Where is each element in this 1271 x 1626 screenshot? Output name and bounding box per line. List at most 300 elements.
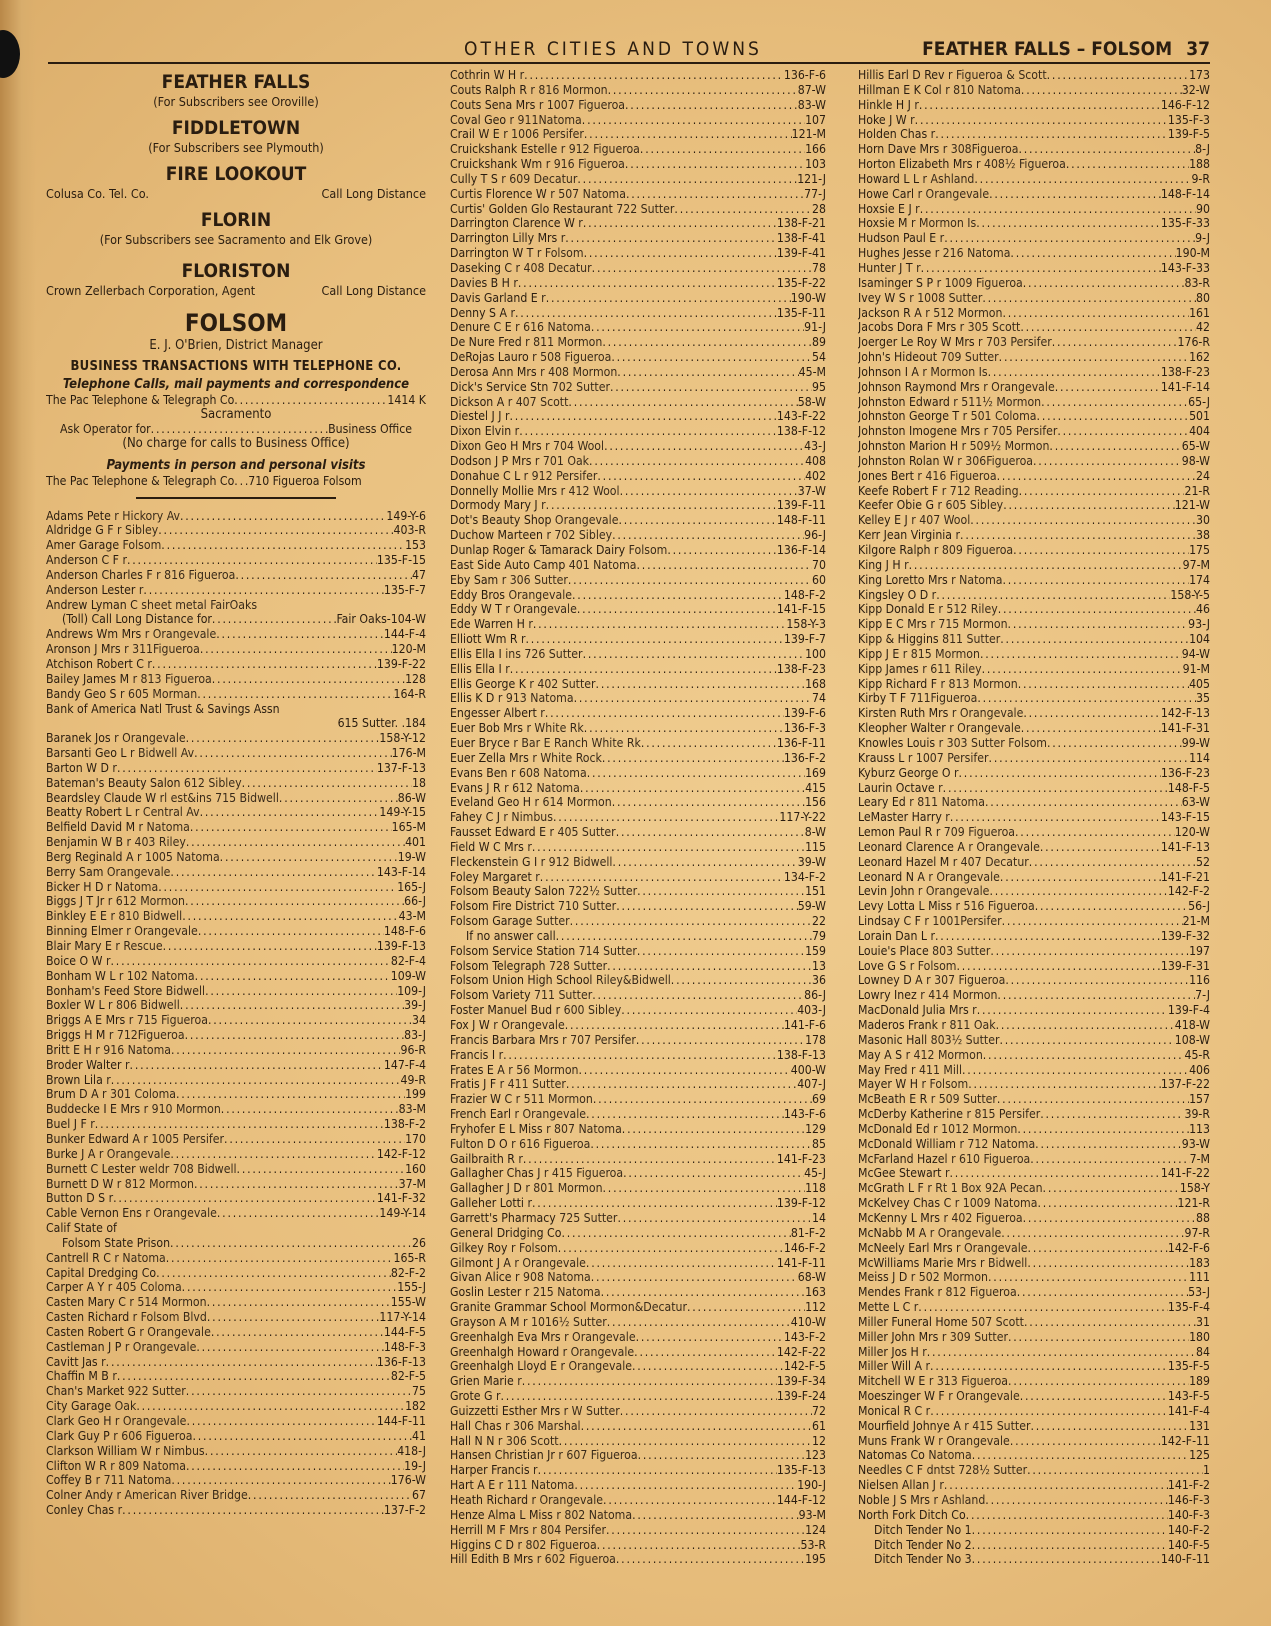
leader-dots: [590, 1137, 812, 1152]
listing-phone: 139-F-31: [1160, 958, 1210, 973]
listing-phone: 28: [812, 201, 826, 216]
leader-dots: [1017, 1122, 1189, 1137]
listing-address: r Rt 1 Box 92A Pecan: [923, 1181, 1043, 1196]
listing-phone: 148-F-3: [383, 1339, 426, 1354]
listing-phone: 42: [1196, 320, 1210, 335]
leader-dots: [207, 1310, 380, 1325]
listing-entry: [858, 602, 1210, 617]
listing-name: Barsanti Geo L: [46, 746, 127, 761]
listing-address: r Orangevale: [964, 839, 1040, 854]
leader-dots: [985, 795, 1182, 810]
listing-entry: [858, 810, 1210, 825]
listing-address: r 801 Mormon: [521, 1181, 603, 1196]
listing-address: r: [941, 810, 950, 825]
listing-address: r 511½ Mormon: [949, 394, 1042, 409]
leader-dots: [626, 187, 804, 202]
listing-name: Fausset Edward E: [450, 825, 547, 840]
listing-phone: 129: [805, 1121, 826, 1136]
listing-name: Francis I: [450, 1047, 496, 1062]
leader-dots: [623, 1166, 804, 1181]
listing-phone: 60: [812, 572, 826, 587]
listing-phone: 139-F-22: [376, 656, 426, 671]
listing-address: r 509 Sutter: [927, 1092, 997, 1107]
listing-phone: 13: [812, 958, 826, 973]
leader-dots: [637, 558, 813, 573]
listing-name: Adams Pete: [46, 508, 111, 523]
listing-name: Dixon Geo H Mrs: [450, 439, 542, 454]
listing-phone: 82-F-2: [390, 1265, 426, 1280]
listing-name: Capital Dredging Co: [46, 1265, 157, 1280]
listing-phone: 163: [805, 1285, 826, 1300]
listing-address: r 1005 Natoma: [133, 849, 220, 864]
listing-name: Kelley E J: [858, 513, 908, 528]
listing-name: Lowry Inez: [858, 988, 917, 1003]
listing-name: Grayson A M: [450, 1314, 520, 1329]
listing-name: McDerby Katherine: [858, 1107, 964, 1122]
leader-dots: [959, 766, 1161, 781]
listing-address: r 812 Mormon: [113, 1176, 194, 1191]
listing-entry: [450, 157, 826, 172]
listing-address: 702 Sutter: [548, 379, 610, 394]
leader-dots: [671, 973, 812, 988]
listing-phone: 146-F-3: [1167, 1493, 1210, 1507]
listing-phone: 93-M: [798, 1507, 826, 1522]
listing-phone: 157: [1189, 1092, 1210, 1107]
leader-dots: [1033, 454, 1182, 469]
listing-entry: [46, 880, 426, 895]
office-city: Sacramento: [200, 406, 272, 422]
listing-entry: [858, 1493, 1210, 1508]
listing-name: Louie's Place: [858, 943, 929, 958]
listing-phone: 176-M: [391, 746, 426, 761]
leader-dots: [612, 528, 804, 543]
leader-dots: [930, 1404, 1168, 1419]
listing-phone: 141-F-14: [1160, 379, 1210, 394]
listing-name: Folsom Fire District: [450, 899, 555, 914]
listing-entry: [450, 1463, 826, 1478]
listing-entry: [858, 528, 1210, 543]
listing-phone: 144-F-5: [383, 1324, 426, 1339]
listing-phone: 79: [812, 928, 826, 943]
listing-entry: [858, 1063, 1210, 1078]
listing-phone: 43-J: [804, 439, 826, 454]
leader-dots: [540, 870, 784, 885]
listing-phone: 98-W: [1181, 453, 1210, 468]
listing-phone: 136-F-2: [783, 750, 826, 765]
listing-phone: 75: [412, 1384, 426, 1399]
listing-entry: [858, 884, 1210, 899]
listing-address: r Orangevale: [979, 379, 1055, 394]
leader-dots: [607, 1315, 791, 1330]
listing-phone: 135-F-4: [1167, 1300, 1210, 1315]
listing-entry: [450, 202, 826, 217]
leader-dots: [158, 880, 397, 895]
leader-dots: [556, 929, 812, 944]
listing-phone: 136-F-13: [376, 1354, 426, 1369]
listing-phone: 146-F-12: [1160, 97, 1210, 112]
listing-address: r 610 Figueroa: [947, 1151, 1031, 1166]
listing-name: Kipp James: [858, 661, 919, 676]
listing-phone: 113: [1189, 1121, 1210, 1136]
listing-name: Hoke J W: [858, 112, 907, 127]
listing-entry: [858, 98, 1210, 113]
listing-entry: [450, 1256, 826, 1271]
listing-entry: [450, 543, 826, 558]
leader-dots: [970, 513, 1196, 528]
listing-entry: [858, 350, 1210, 365]
leader-dots: [616, 825, 805, 840]
listing-entry: [46, 1488, 426, 1503]
listing-entry: [450, 380, 826, 395]
listing-phone: 138-F-21: [776, 216, 826, 231]
listing-address: r 810 Natoma: [941, 82, 1021, 97]
leader-dots: [182, 909, 398, 924]
listing-entry: [46, 939, 426, 954]
leader-dots: [1055, 380, 1161, 395]
leader-dots: [1008, 1330, 1189, 1345]
listing-name: Donnelly Mollie Mrs: [450, 483, 558, 498]
town-folsom: FOLSOM: [184, 309, 288, 337]
listing-address: 722½ Sutter: [564, 884, 638, 899]
listing-entry: [46, 1058, 426, 1073]
listing-address: r 712Figueroa: [105, 1028, 185, 1043]
leader-dots: [1047, 736, 1182, 751]
listing-address: r 501 Coloma: [959, 409, 1037, 424]
section-title: OTHER CITIES AND TOWNS: [464, 38, 762, 60]
listing-name: Aldridge G F: [46, 523, 114, 538]
leader-dots: [988, 365, 1161, 380]
listing-address: 612 Sibley: [180, 775, 242, 790]
listing-name: Hoxsie E J: [858, 201, 912, 216]
listing-name: Henze Alma L Miss: [450, 1507, 553, 1522]
listing-phone: 183: [1189, 1255, 1210, 1270]
leader-dots: [584, 246, 777, 261]
listing-name: Casten Mary C: [46, 1295, 126, 1310]
leader-dots: [667, 543, 777, 558]
listing-phone: 615 Sutter. .184: [337, 716, 426, 731]
leader-dots: [936, 588, 1170, 603]
listing-name: Fahey C J: [450, 810, 500, 825]
listing-phone: 190-W: [790, 290, 826, 305]
leader-dots: [591, 320, 804, 335]
listing-entry: [858, 721, 1210, 736]
leader-dots: [279, 791, 398, 806]
listing-name: Dick's Service Stn: [450, 379, 549, 394]
listing-name: Mourfield Johnye A: [858, 1418, 961, 1433]
leader-dots: [611, 350, 812, 365]
listing-entry: [450, 825, 826, 840]
listing-entry: [858, 291, 1210, 306]
listing-entry: [450, 83, 826, 98]
listing-entry: [450, 1448, 826, 1463]
leader-dots: [170, 1236, 412, 1251]
listing-phone: 159: [805, 943, 826, 958]
listing-name: Davies B H: [450, 275, 510, 290]
listing-address: r 916 Figueroa: [542, 157, 625, 172]
leader-dots: [597, 1538, 801, 1553]
listing-address: r Orangevale: [952, 1240, 1028, 1255]
listing-phone: 112: [805, 1300, 826, 1315]
listing-name: Mette L C: [858, 1300, 911, 1315]
listing-address: r 308Figueroa: [939, 142, 1019, 157]
listing-entry: [858, 588, 1210, 603]
divider: [136, 497, 336, 499]
listing-address: 803 Sutter: [928, 943, 991, 958]
listing-address: r: [492, 1389, 501, 1404]
leader-dots: [674, 202, 812, 217]
listing-phone: 143-F-22: [776, 409, 826, 424]
leader-dots: [583, 216, 777, 231]
leader-dots: [1024, 1315, 1196, 1330]
listing-address: r 600 Sibley: [552, 1003, 622, 1018]
listing-address: r 711 Natoma: [92, 1473, 172, 1488]
leader-dots: [935, 929, 1161, 944]
listing-phone: 89: [812, 335, 826, 350]
business-heading: BUSINESS TRANSACTIONS WITH TELEPHONE CO.: [70, 359, 402, 374]
listing-address: r 609 Decatur: [497, 171, 578, 186]
office-listing: The Pac Telephone & Telegraph Co ..... 1414 K: [46, 393, 426, 408]
listing-entry: [858, 647, 1210, 662]
listing-address: r: [950, 765, 959, 780]
listing-address: r 408 Mormon: [536, 364, 618, 379]
listing-entry: [450, 944, 826, 959]
listing-name: Joerger Le Roy W Mrs: [858, 335, 975, 350]
listing-address: r 303 Sutter Folsom: [935, 735, 1047, 750]
listing-address: r Orangevale: [141, 627, 217, 642]
listing-name: Clarkson William W: [46, 1443, 152, 1458]
listing-address: r: [97, 1354, 106, 1369]
listing-entry: [46, 1429, 426, 1444]
leader-dots: [510, 662, 777, 677]
listing-entry: [858, 1345, 1210, 1360]
listing-entry: [46, 1177, 426, 1192]
listing-entry: [858, 617, 1210, 632]
listing-name: Maderos Frank: [858, 1018, 938, 1032]
listing-name: Gallagher J D: [450, 1181, 522, 1196]
listing-address: sheet metal FairOaks: [137, 597, 258, 612]
listing-address: r Rescue: [111, 939, 163, 953]
listing-name: Ellis Ella I: [450, 646, 502, 661]
listing-name: Eveland Geo H: [450, 795, 532, 810]
listing-phone: 88: [1196, 1210, 1210, 1225]
listing-entry: [450, 1048, 826, 1063]
listing-phone: 180: [1189, 1329, 1210, 1344]
listing-address: r 414 Mormon: [916, 988, 998, 1003]
calls-heading: Telephone Calls, mail payments and correspondence: [62, 377, 410, 392]
listing-phone: 135-F-13: [776, 1463, 826, 1478]
listing-name: Folsom Service Station: [450, 943, 576, 958]
listing-address: r: [108, 760, 117, 775]
listing-name: Guizzetti Esther Mrs: [450, 1403, 561, 1418]
town-note: (For Subscribers see Sacramento and Elk Grove): [99, 232, 373, 247]
listing-name: Garrett's Pharmacy: [450, 1210, 556, 1225]
listing-phone: 176-W: [390, 1473, 426, 1488]
leader-dots: [1066, 157, 1189, 172]
leader-dots: [190, 820, 392, 835]
leader-dots: [1023, 706, 1161, 721]
leader-dots: [1020, 1389, 1168, 1404]
listing-phone: 141-F-4: [1167, 1403, 1210, 1418]
listing-entry: [450, 1122, 826, 1137]
listing-address: r 806 Bidwell: [104, 998, 180, 1013]
listing-entry: [46, 568, 426, 583]
listing-address: r 813 Figueroa: [129, 671, 212, 686]
listing-entry: [450, 261, 826, 276]
listing-phone: 139-F-41: [776, 246, 826, 261]
listing-address: r 607 Figueroa: [554, 1448, 638, 1463]
listing-address: 811 Sutter: [938, 632, 1001, 647]
listing-entry: [858, 1300, 1210, 1315]
leader-dots: [977, 1003, 1168, 1018]
listing-name: Lowney D A: [858, 973, 923, 988]
listing-entry: [858, 795, 1210, 810]
listing-phone: 140-F-3: [1167, 1507, 1210, 1522]
listing-address: Mormon&Decatur: [586, 1300, 687, 1315]
listing-name: Evans Ben: [450, 765, 508, 780]
listing-entry: [46, 1444, 426, 1459]
listing-entry: [858, 1330, 1210, 1345]
leader-dots: [212, 612, 337, 627]
listing-name: Cothrin W H: [450, 68, 517, 82]
leader-dots: [1010, 246, 1175, 261]
listing-address: r Orangevale: [511, 1107, 586, 1122]
leader-dots: [634, 1345, 777, 1360]
listing-entry: [858, 1003, 1210, 1018]
leader-dots: [207, 1295, 391, 1310]
listing-address: r 402 Sutter: [525, 676, 596, 691]
listing-address: r 1005 Persifer: [139, 1131, 225, 1146]
listing-phone: 138-F-2: [383, 1117, 426, 1132]
listing-address: Bidwell: [162, 983, 206, 998]
listing-name: Goslin Lester: [450, 1285, 522, 1300]
leader-dots: [1027, 1463, 1203, 1478]
listing-phone: 139-F-32: [1160, 928, 1210, 943]
listing-entry: [450, 899, 826, 914]
listing-name: May A S: [858, 1047, 903, 1062]
listing-entry: [46, 909, 426, 924]
leader-dots: [580, 781, 805, 796]
listing-entry: [450, 1538, 826, 1553]
listing-address: r 602 Figueroa: [533, 1552, 616, 1567]
leader-dots: [1028, 1241, 1168, 1256]
listing-address: r 611 Riley: [918, 661, 982, 676]
listing-name: Button D S: [46, 1191, 106, 1206]
listing-phone: 138-F-23: [1160, 364, 1210, 379]
listing-phone: 104: [1189, 632, 1210, 647]
listing-name: Gallagher Chas J: [450, 1166, 541, 1181]
leader-dots: [997, 469, 1196, 484]
leader-dots: [1040, 840, 1161, 855]
leader-dots: [636, 1330, 784, 1345]
leader-dots: [640, 142, 805, 157]
leader-dots: [980, 647, 1182, 662]
listing-phone: 164-R: [393, 686, 426, 701]
listing-name: Conley Chas: [46, 1503, 115, 1518]
listing-name: Eddy W T: [450, 602, 502, 617]
listing-phone: 139-F-7: [783, 632, 826, 647]
listing-name: Krauss L: [858, 750, 905, 765]
listing-address: weldr 708 Bidwell: [135, 1161, 237, 1176]
leader-dots: [1003, 498, 1175, 513]
leader-dots: [592, 988, 804, 1003]
listing-name: Ede Warren H: [450, 617, 525, 632]
leader-dots: [113, 1191, 377, 1206]
listing-phone: 97-R: [1184, 1225, 1210, 1240]
listing-phone: 190-J: [797, 1478, 826, 1493]
listing-name: King Loretto Mrs: [858, 572, 948, 587]
leader-dots: [596, 677, 806, 692]
leader-dots: [111, 1073, 401, 1088]
listing-name: Boxler W L: [46, 998, 105, 1013]
listing-address: r Hickory Av: [110, 508, 180, 523]
listing-entry: [858, 202, 1210, 217]
listing-entry: [450, 706, 826, 721]
listing-name: Jones Bert: [858, 468, 914, 483]
listing-name: Cable Vernon Ens: [46, 1206, 142, 1221]
listing-address: r 715 Mormon: [926, 617, 1008, 632]
listing-address: r: [524, 617, 533, 632]
listing-address: r 405 Sutter: [546, 825, 616, 840]
leader-dots: [1043, 1181, 1180, 1196]
listing-entry: [450, 781, 826, 796]
listing-phone: 95: [812, 379, 826, 394]
listing-phone: 63-W: [1181, 795, 1210, 810]
listing-address: r Orangevale: [934, 1433, 1010, 1448]
listing-address: Sutter: [532, 914, 570, 929]
listing-entry: [450, 528, 826, 543]
listing-address: r Orangevale: [510, 1255, 586, 1270]
listing-name: Castleman J P: [46, 1339, 122, 1354]
listing-address: dntst 728½ Sutter: [923, 1463, 1028, 1478]
listing-entry: [46, 1147, 426, 1162]
listing-entry: [450, 469, 826, 484]
listing-address: r 912 Figueroa: [557, 142, 640, 157]
listing-address: r 815 Persifer: [963, 1107, 1041, 1122]
listing-phone: 142-F-12: [376, 1146, 426, 1161]
listing-name: Broder Walter: [46, 1057, 122, 1072]
listing-name: Mendes Frank: [858, 1285, 935, 1300]
listing-entry: [46, 954, 426, 969]
listing-name: Euer Bryce: [450, 735, 510, 750]
listing-address: r: [102, 953, 111, 968]
listing-address: r 407 Scott: [504, 394, 569, 409]
listing-address: r Orangevale: [948, 706, 1024, 721]
leader-dots: [117, 761, 377, 776]
listing-name: Gilmont J A: [450, 1255, 511, 1270]
leader-dots: [989, 751, 1190, 766]
leader-dots: [960, 528, 1196, 543]
listing-phone: 118: [805, 1181, 826, 1196]
listing-name: Givan Alice: [450, 1270, 512, 1285]
leader-dots: [1030, 1152, 1189, 1167]
listing-entry: [858, 1137, 1210, 1152]
listing-entry: [450, 172, 826, 187]
listing-phone: 135-F-3: [1167, 112, 1210, 127]
listing-phone: 83-M: [398, 1102, 426, 1117]
listing-phone: 108-W: [1174, 1032, 1210, 1047]
listing-entry: [46, 1236, 426, 1251]
listing-address: r 514 Mormon: [125, 1295, 207, 1310]
leader-dots: [1015, 825, 1175, 840]
listing-phone: 45-M: [798, 364, 826, 379]
listing-name: Anderson Charles F: [46, 567, 153, 582]
page-number: 37: [1186, 38, 1210, 60]
listing-entry: [46, 1310, 426, 1325]
listing-name: Levin John: [858, 884, 915, 899]
listing-phone: 83-W: [797, 97, 826, 112]
listing-address: r: [523, 839, 532, 854]
listing-entry: [858, 706, 1210, 721]
